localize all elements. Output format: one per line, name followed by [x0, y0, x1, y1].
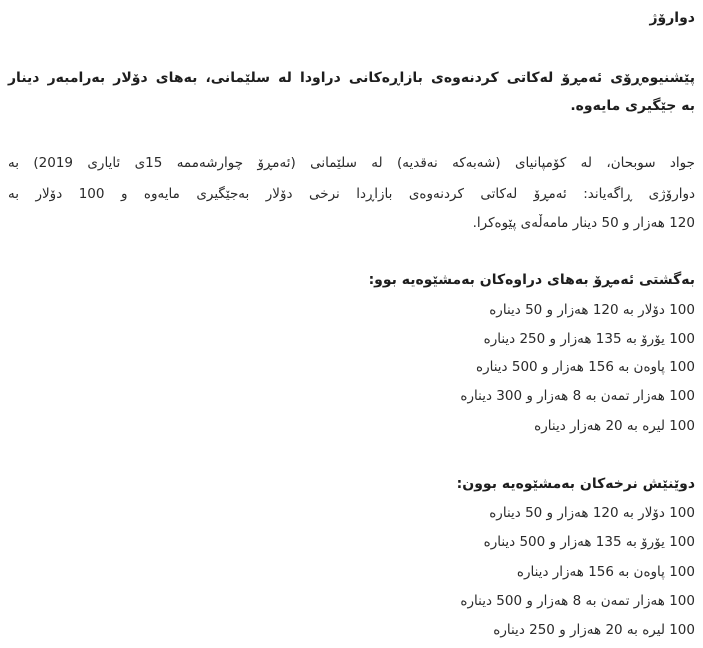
body-line-2: دوارۆژی ڕاگەیاند: ئەمڕۆ لەکاتی کردنەوەی بازاڕدا نرخی دۆلار بەجێگیری مایەوە و 100 دۆلار بە	[8, 186, 695, 202]
yesterday-item: 100 لیرە بە 20 هەزار و 250 دینارە	[493, 622, 695, 638]
yesterday-item: 100 یۆرۆ بە 135 هەزار و 500 دینارە	[483, 534, 695, 550]
return-item: 100 لیرە بە 20 هەزار دینارە	[534, 418, 695, 434]
yesterday-heading: دوێنێش نرخەکان بەمشێوەیە بوون:	[456, 476, 695, 492]
yesterday-item: 100 پاوەن بە 156 هەزار دینارە	[516, 564, 695, 580]
source-title: دوارۆژ	[649, 10, 695, 26]
body-line-3: 120 هەزار و 50 دینار مامەڵەی پێوەکرا.	[472, 215, 695, 231]
yesterday-item: 100 هەزار تمەن بە 8 هەزار و 500 دینارە	[460, 593, 695, 609]
body-line-1: جواد سوبحان، لە کۆمپانیای (شەبەکە نەقدیە) لە سلێمانی (ئەمڕۆ چوارشەممە 15ی ئایاری 2019) بە	[8, 155, 695, 171]
return-item: 100 دۆلار بە 120 هەزار و 50 دینارە	[489, 302, 695, 318]
return-item: 100 یۆرۆ بە 135 هەزار و 250 دینارە	[483, 331, 695, 347]
headline-line-1: پێشنیوەڕۆی ئەمڕۆ لەکاتی کردنەوەی بازاڕەکانی دراودا لە سلێمانی، بەهای دۆلار بەرامبەر دینار	[8, 70, 695, 86]
return-item: 100 هەزار تمەن بە 8 هەزار و 300 دینارە	[460, 388, 695, 404]
return-heading: بەگشتی ئەمڕۆ بەهای دراوەکان بەمشێوەیە بوو:	[368, 272, 695, 288]
return-item: 100 پاوەن بە 156 هەزار و 500 دینارە	[476, 359, 695, 375]
yesterday-item: 100 دۆلار بە 120 هەزار و 50 دینارە	[489, 505, 695, 521]
headline-line-2: بە جێگیری مایەوە.	[570, 98, 695, 114]
